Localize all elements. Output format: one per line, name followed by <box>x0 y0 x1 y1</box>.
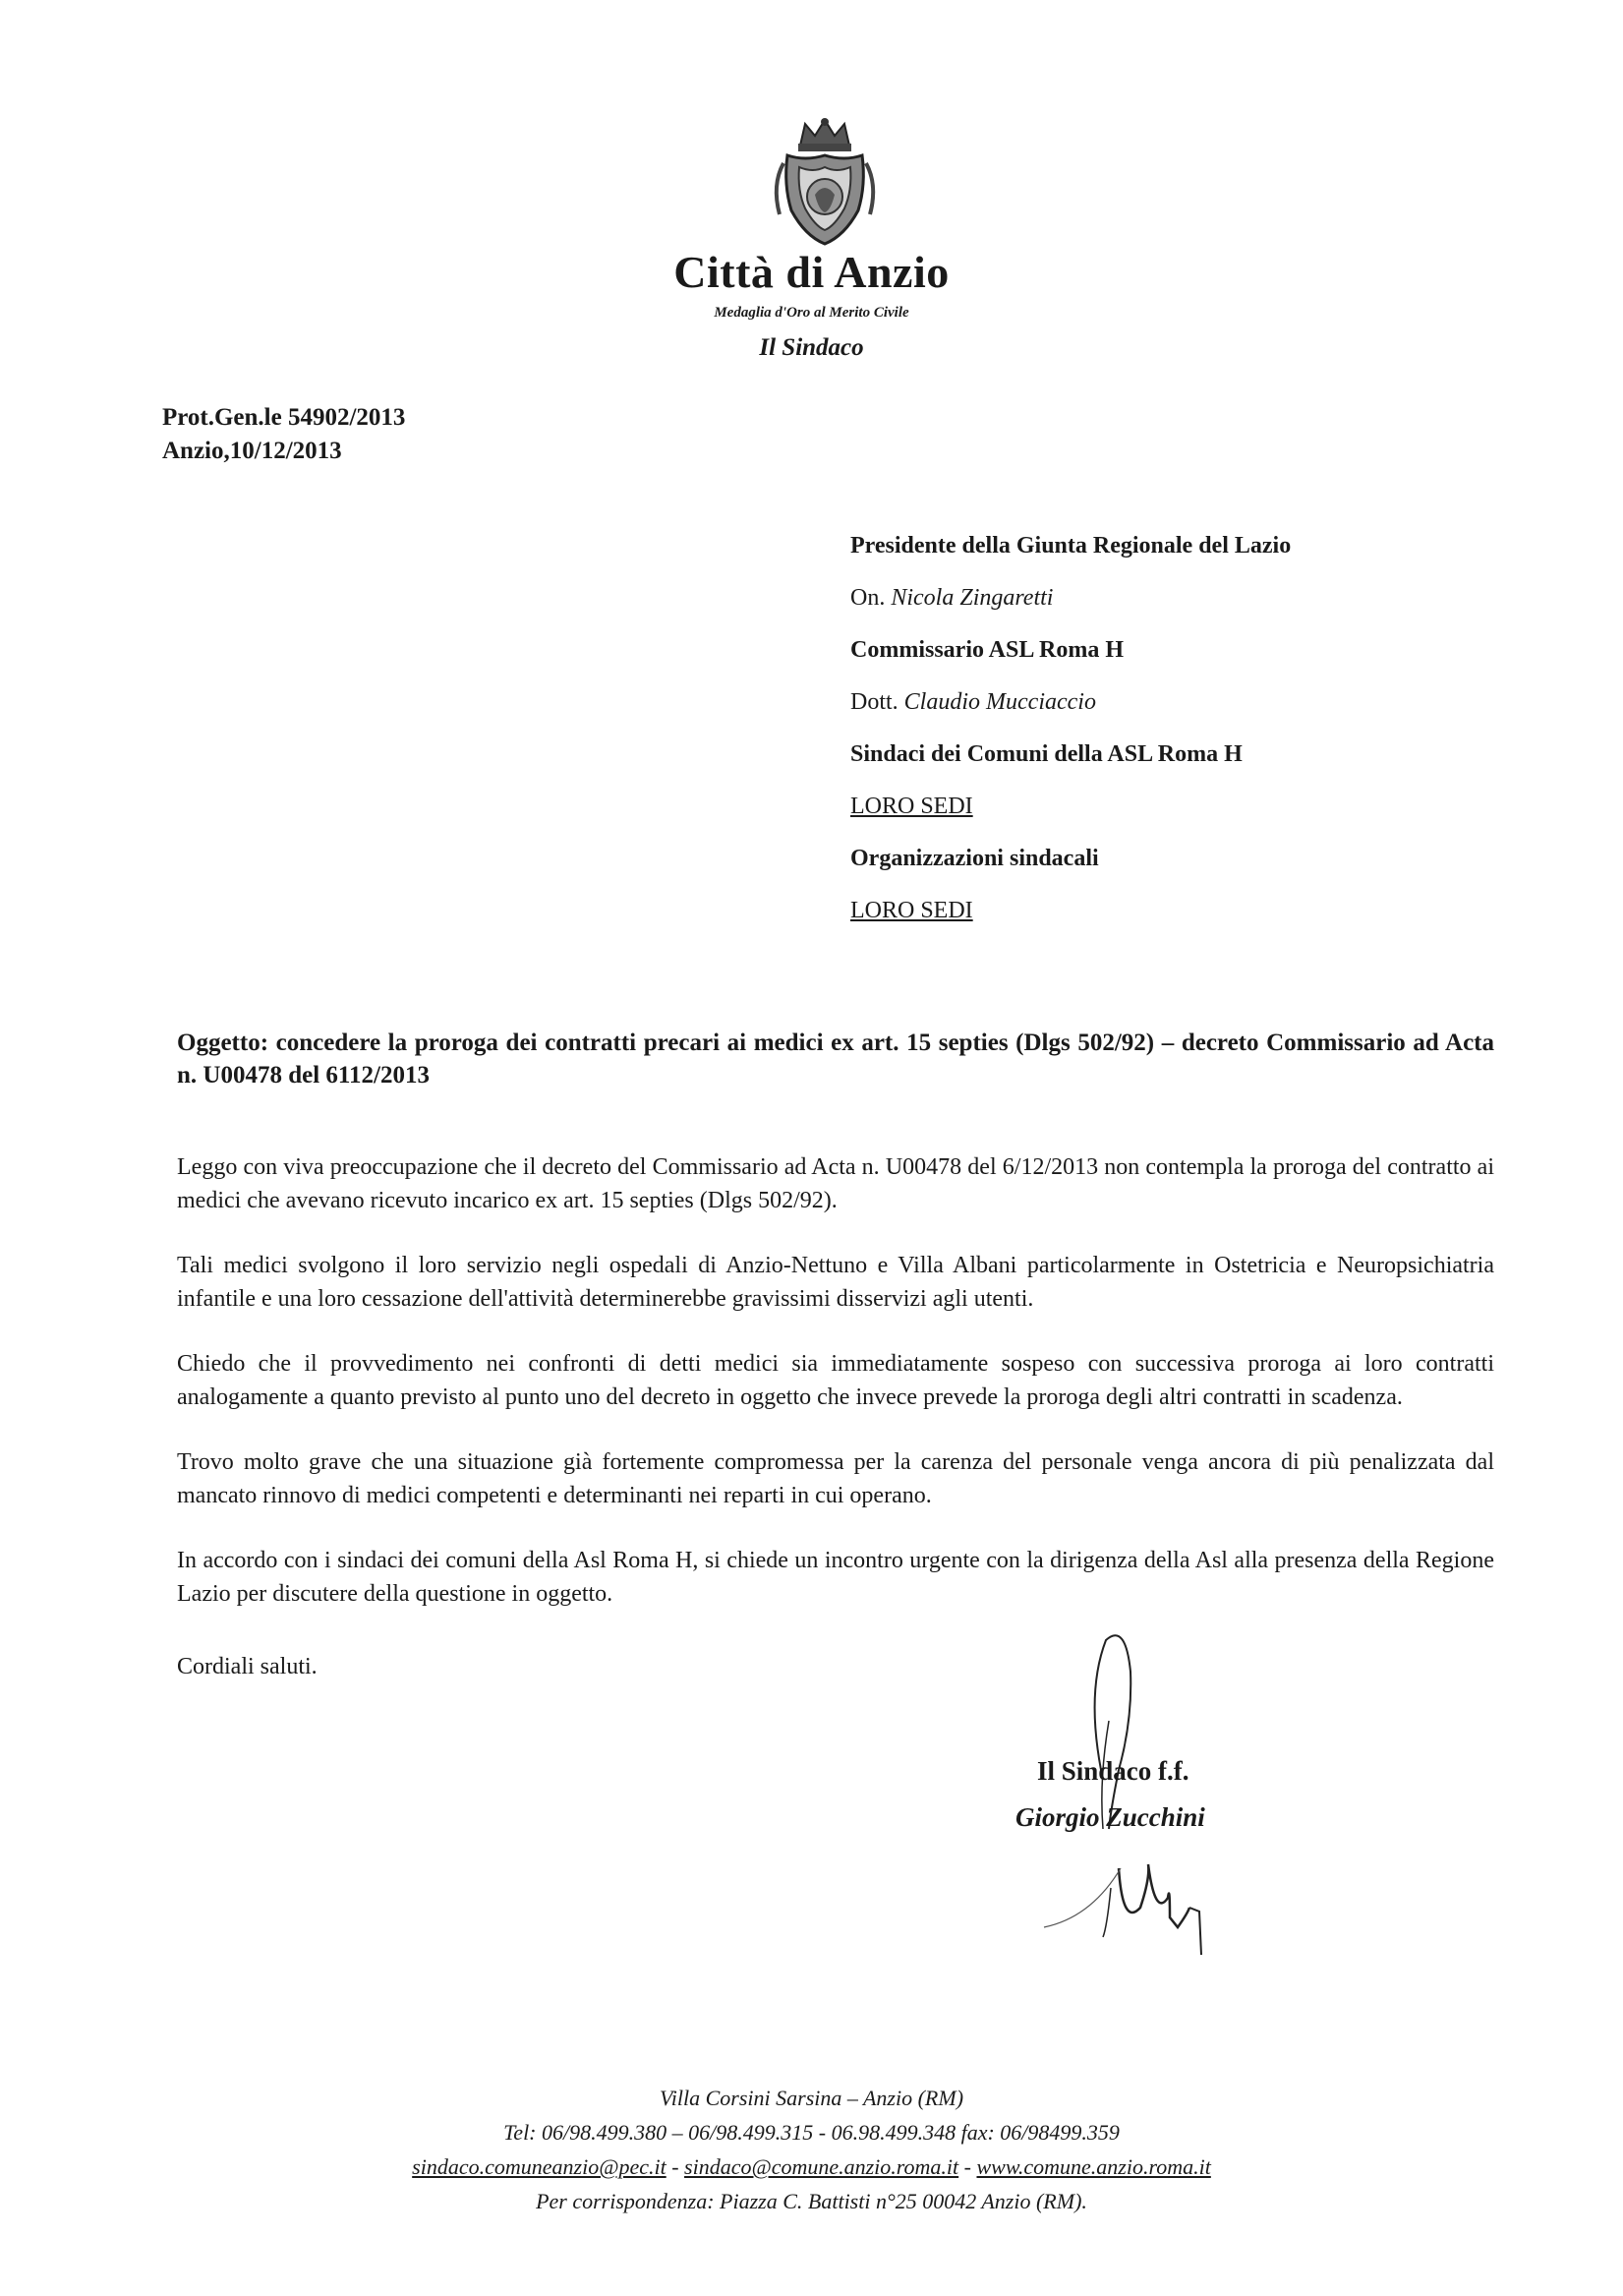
letterhead-footer <box>0 2081 1623 2218</box>
recipient-line: Sindaci dei Comuni della ASL Roma H <box>850 741 1243 767</box>
recipient-line: LORO SEDI <box>850 794 973 819</box>
signatory-name: Giorgio Zucchini <box>1015 1802 1205 1832</box>
protocol-block <box>162 401 405 468</box>
recipient-line: Organizzazioni sindacali <box>850 846 1099 871</box>
recipient-line: LORO SEDI <box>850 898 973 923</box>
office-title: Il Sindaco <box>759 334 864 361</box>
footer-contacts: sindaco.comuneanzio@pec.it - sindaco@comune.anzio.roma.it - www.comune.anzio.roma.it <box>412 2154 1211 2179</box>
closing-greeting: Cordiali saluti. <box>177 1654 318 1679</box>
handwritten-signature <box>993 1632 1239 1957</box>
footer-correspondence: Per corrispondenza: Piazza C. Battisti n°25 00042 Anzio (RM). <box>536 2189 1087 2213</box>
signatory-title: Il Sindaco f.f. <box>1037 1756 1189 1786</box>
recipient-line: Commissario ASL Roma H <box>850 637 1125 663</box>
footer-phones: Tel: 06/98.499.380 – 06/98.499.315 - 06.98.499.348 fax: 06/98499.359 <box>503 2120 1120 2145</box>
body-paragraph: Trovo molto grave che una situazione già fortemente compromessa per la carenza del personale venga ancora di più penalizzata dal mancato rinnovo di medici competenti e determinanti nei reparti in cui operano. <box>177 1449 1494 1508</box>
recipients-block <box>850 531 1291 948</box>
body-paragraph: Chiedo che il provvedimento nei confronti di detti medici sia immediatamente sospeso con successiva proroga ai loro contratti analogamente a quanto previsto al punto uno del decreto in oggetto che invece prevede la proroga degli altri contratti in scadenza. <box>177 1351 1494 1410</box>
protocol-number: Prot.Gen.le 54902/2013 <box>162 404 406 431</box>
website-link[interactable]: www.comune.anzio.roma.it <box>976 2154 1211 2179</box>
email-link[interactable]: sindaco@comune.anzio.roma.it <box>684 2154 959 2179</box>
body-paragraph: In accordo con i sindaci dei comuni della Asl Roma H, si chiede un incontro urgente con la dirigenza della Asl alla presenza della Regione Lazio per discutere della questione in oggetto. <box>177 1548 1494 1607</box>
subject-line: Oggetto: concedere la proroga dei contratti precari ai medici ex art. 15 septies (Dlgs 502/92) – decreto Commissario ad Acta n. U00478 del 6112/2013 <box>177 1030 1494 1089</box>
place-date: Anzio,10/12/2013 <box>162 438 342 464</box>
city-crest-logo <box>766 116 884 248</box>
recipient-line: Presidente della Giunta Regionale del Lazio <box>850 533 1292 559</box>
body-paragraph: Tali medici svolgono il loro servizio negli ospedali di Anzio-Nettuno e Villa Albani particolarmente in Ostetricia e Neuropsichiatria infantile e una loro cessazione dell'attività determinerebbe gravissimi disservizi agli utenti. <box>177 1253 1494 1312</box>
recipient-line: On. Nicola Zingaretti <box>850 585 1054 611</box>
letter-body <box>177 1150 1494 1642</box>
pec-email-link[interactable]: sindaco.comuneanzio@pec.it <box>412 2154 667 2179</box>
body-paragraph: Leggo con viva preoccupazione che il decreto del Commissario ad Acta n. U00478 del 6/12/2013 non contempla la proroga del contratto ai medici che avevano ricevuto incarico ex art. 15 septies (Dlgs 502/92). <box>177 1154 1494 1213</box>
city-name: Città di Anzio <box>673 247 950 297</box>
footer-address: Villa Corsini Sarsina – Anzio (RM) <box>659 2086 964 2110</box>
medal-subtitle: Medaglia d'Oro al Merito Civile <box>714 305 909 321</box>
recipient-line: Dott. Claudio Mucciaccio <box>850 689 1096 715</box>
